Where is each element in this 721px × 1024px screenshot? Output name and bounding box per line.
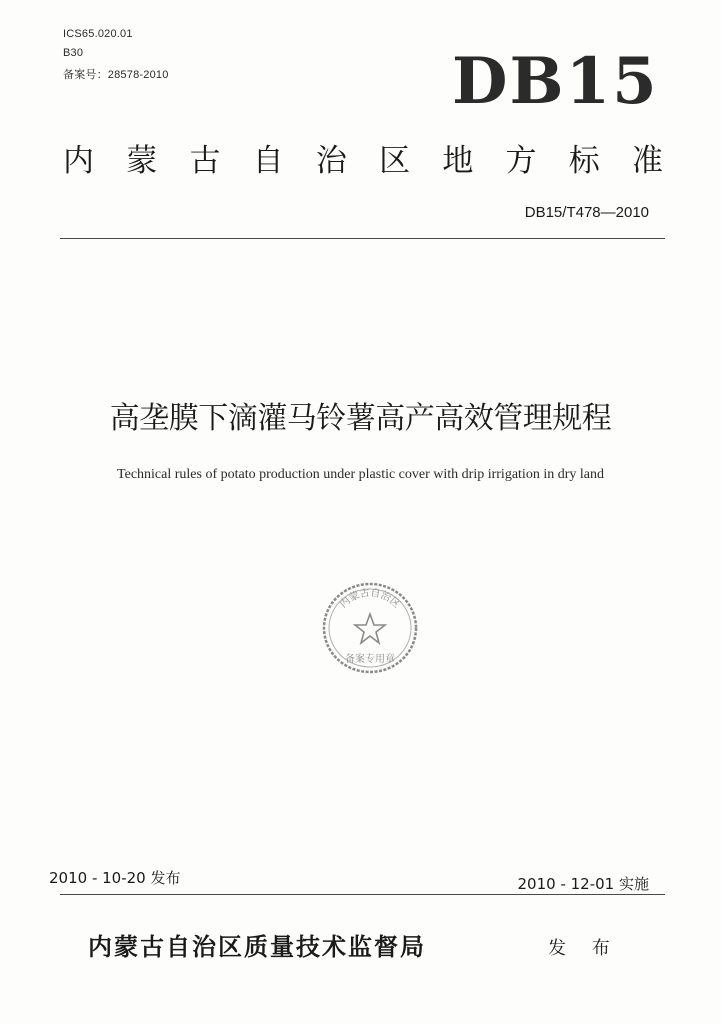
standard-number: DB15/T478—2010 <box>524 204 649 221</box>
title-english: Technical rules of potato production under plastic cover with drip irrigation in dry land <box>117 467 604 482</box>
standard-type-char: 准 <box>631 143 663 179</box>
title-chinese: 高垄膜下滴灌马铃薯高产高效管理规程 <box>109 401 612 436</box>
top-divider <box>60 238 665 239</box>
standard-type-char: 区 <box>379 143 411 179</box>
seal-graphic <box>316 576 424 676</box>
implementation-date: 2010 - 12-01 实施 <box>517 875 649 893</box>
seal-ring-text: 内蒙古自治区 <box>338 587 402 611</box>
standard-type-char: 地 <box>442 143 474 179</box>
db15-logo: DB15 <box>452 44 659 119</box>
record-number: 备案号：28578-2010 <box>63 69 169 81</box>
standard-type-char: 标 <box>568 143 600 179</box>
star-icon <box>355 614 385 643</box>
issue-date: 2010 - 10-20 发布 <box>49 869 181 887</box>
standard-type-char: 古 <box>189 143 221 179</box>
issuing-authority: 内蒙古自治区质量技术监督局 <box>88 933 426 961</box>
publish-label: 发 布 <box>548 938 620 959</box>
ccs-code: B30 <box>63 47 84 59</box>
standard-type-char: 内 <box>63 143 94 179</box>
standard-type-char: 方 <box>505 143 537 179</box>
seal-bottom-text: 备案专用章 <box>345 654 395 665</box>
record-seal <box>316 576 424 676</box>
standard-type-char: 治 <box>315 143 347 179</box>
standard-type-heading <box>63 135 663 180</box>
standard-type-char: 自 <box>252 143 284 179</box>
ics-code: ICS65.020.01 <box>63 28 133 40</box>
standard-type-char: 蒙 <box>126 143 158 179</box>
bottom-divider <box>60 894 665 895</box>
